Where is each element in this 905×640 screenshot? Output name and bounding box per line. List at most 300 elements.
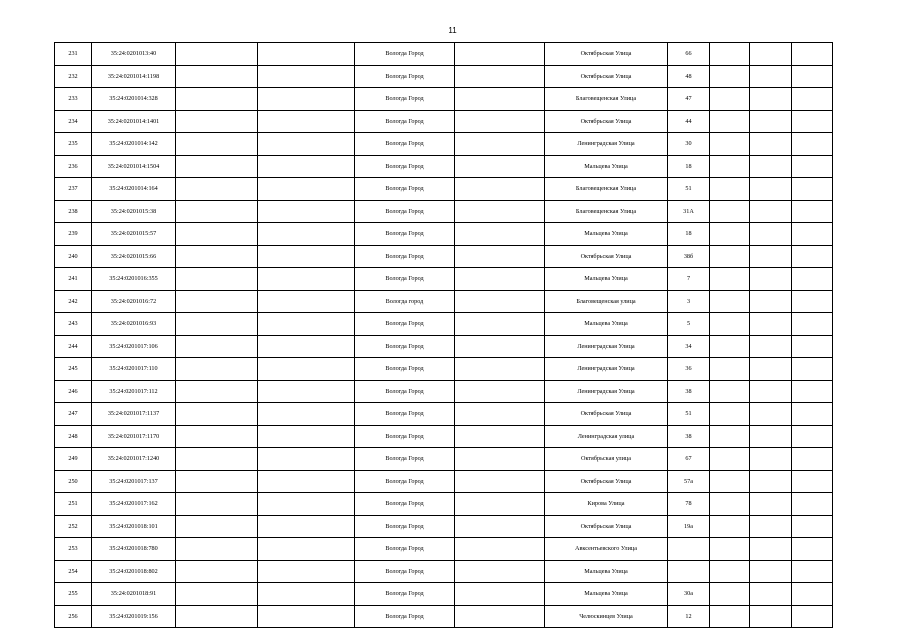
- street-cell: Ленинградская улица: [545, 425, 668, 448]
- empty-cell: [750, 403, 792, 426]
- empty-cell: [455, 538, 545, 561]
- empty-cell: [792, 65, 833, 88]
- street-cell: Октябрьская Улица: [545, 470, 668, 493]
- street-cell: Челюскинцев Улица: [545, 605, 668, 628]
- empty-cell: [176, 515, 258, 538]
- row-number-cell: 233: [55, 88, 92, 111]
- city-cell: Вологда Город: [355, 178, 455, 201]
- street-cell: Благовещенская улица: [545, 290, 668, 313]
- empty-cell: [258, 538, 355, 561]
- house-number-cell: 44: [668, 110, 710, 133]
- empty-cell: [792, 223, 833, 246]
- city-cell: Вологда Город: [355, 88, 455, 111]
- empty-cell: [750, 155, 792, 178]
- city-cell: Вологда Город: [355, 65, 455, 88]
- empty-cell: [176, 538, 258, 561]
- street-cell: Мальцева Улица: [545, 560, 668, 583]
- empty-cell: [258, 43, 355, 66]
- empty-cell: [710, 335, 750, 358]
- cadastral-number-cell: 35:24:0201015:66: [92, 245, 176, 268]
- empty-cell: [710, 110, 750, 133]
- empty-cell: [750, 335, 792, 358]
- row-number-cell: 231: [55, 43, 92, 66]
- city-cell: Вологда город: [355, 290, 455, 313]
- city-cell: Вологда Город: [355, 470, 455, 493]
- empty-cell: [176, 268, 258, 291]
- cadastral-number-cell: 35:24:0201014:1504: [92, 155, 176, 178]
- cadastral-number-cell: 35:24:0201017:137: [92, 470, 176, 493]
- cadastral-number-cell: 35:24:0201014:142: [92, 133, 176, 156]
- row-number-cell: 242: [55, 290, 92, 313]
- street-cell: Ленинградская Улица: [545, 133, 668, 156]
- empty-cell: [750, 493, 792, 516]
- cadastral-number-cell: 35:24:0201018:91: [92, 583, 176, 606]
- empty-cell: [792, 133, 833, 156]
- street-cell: Благовещенская Улица: [545, 200, 668, 223]
- empty-cell: [258, 403, 355, 426]
- cadastral-number-cell: 35:24:0201014:328: [92, 88, 176, 111]
- empty-cell: [176, 88, 258, 111]
- empty-cell: [176, 425, 258, 448]
- house-number-cell: 5: [668, 313, 710, 336]
- empty-cell: [792, 268, 833, 291]
- empty-cell: [455, 403, 545, 426]
- empty-cell: [455, 88, 545, 111]
- city-cell: Вологда Город: [355, 515, 455, 538]
- empty-cell: [750, 380, 792, 403]
- registry-body: [55, 43, 833, 628]
- empty-cell: [455, 313, 545, 336]
- empty-cell: [455, 605, 545, 628]
- empty-cell: [258, 515, 355, 538]
- empty-cell: [792, 155, 833, 178]
- empty-cell: [176, 178, 258, 201]
- empty-cell: [792, 448, 833, 471]
- street-cell: Октябрьская Улица: [545, 245, 668, 268]
- street-cell: Октябрьская Улица: [545, 110, 668, 133]
- house-number-cell: 31А: [668, 200, 710, 223]
- registry-table: [54, 42, 833, 628]
- city-cell: Вологда Город: [355, 493, 455, 516]
- house-number-cell: 38: [668, 425, 710, 448]
- cadastral-number-cell: 35:24:0201017:1137: [92, 403, 176, 426]
- cadastral-number-cell: 35:24:0201016:355: [92, 268, 176, 291]
- row-number-cell: 251: [55, 493, 92, 516]
- empty-cell: [176, 560, 258, 583]
- street-cell: Октябрьская улица: [545, 448, 668, 471]
- empty-cell: [258, 133, 355, 156]
- city-cell: Вологда Город: [355, 245, 455, 268]
- table-row: [55, 605, 833, 628]
- table-row: [55, 110, 833, 133]
- cadastral-number-cell: 35:24:0201017:1240: [92, 448, 176, 471]
- empty-cell: [455, 65, 545, 88]
- empty-cell: [176, 65, 258, 88]
- empty-cell: [176, 133, 258, 156]
- city-cell: Вологда Город: [355, 133, 455, 156]
- empty-cell: [710, 380, 750, 403]
- empty-cell: [176, 335, 258, 358]
- row-number-cell: 253: [55, 538, 92, 561]
- row-number-cell: 246: [55, 380, 92, 403]
- empty-cell: [710, 560, 750, 583]
- cadastral-number-cell: 35:24:0201017:1170: [92, 425, 176, 448]
- street-cell: Благовещенская Улица: [545, 178, 668, 201]
- cadastral-number-cell: 35:24:0201014:164: [92, 178, 176, 201]
- row-number-cell: 238: [55, 200, 92, 223]
- empty-cell: [792, 200, 833, 223]
- empty-cell: [710, 538, 750, 561]
- city-cell: Вологда Город: [355, 538, 455, 561]
- empty-cell: [176, 380, 258, 403]
- house-number-cell: 34: [668, 335, 710, 358]
- empty-cell: [455, 245, 545, 268]
- city-cell: Вологда Город: [355, 605, 455, 628]
- empty-cell: [750, 470, 792, 493]
- table-row: [55, 403, 833, 426]
- house-number-cell: 18: [668, 223, 710, 246]
- empty-cell: [750, 133, 792, 156]
- empty-cell: [710, 133, 750, 156]
- row-number-cell: 241: [55, 268, 92, 291]
- table-row: [55, 245, 833, 268]
- empty-cell: [792, 493, 833, 516]
- table-row: [55, 178, 833, 201]
- house-number-cell: 30: [668, 133, 710, 156]
- empty-cell: [176, 110, 258, 133]
- cadastral-number-cell: 35:24:0201016:72: [92, 290, 176, 313]
- street-cell: Ленинградская Улица: [545, 380, 668, 403]
- empty-cell: [258, 155, 355, 178]
- empty-cell: [455, 425, 545, 448]
- row-number-cell: 234: [55, 110, 92, 133]
- table-row: [55, 43, 833, 66]
- empty-cell: [792, 380, 833, 403]
- cadastral-number-cell: 35:24:0201018:101: [92, 515, 176, 538]
- empty-cell: [176, 155, 258, 178]
- empty-cell: [176, 470, 258, 493]
- row-number-cell: 245: [55, 358, 92, 381]
- empty-cell: [176, 605, 258, 628]
- house-number-cell: 7: [668, 268, 710, 291]
- empty-cell: [710, 178, 750, 201]
- empty-cell: [455, 110, 545, 133]
- row-number-cell: 249: [55, 448, 92, 471]
- empty-cell: [792, 425, 833, 448]
- empty-cell: [710, 290, 750, 313]
- house-number-cell: 18: [668, 155, 710, 178]
- empty-cell: [258, 223, 355, 246]
- empty-cell: [455, 448, 545, 471]
- table-row: [55, 380, 833, 403]
- empty-cell: [176, 403, 258, 426]
- empty-cell: [710, 470, 750, 493]
- empty-cell: [710, 65, 750, 88]
- table-row: [55, 470, 833, 493]
- empty-cell: [792, 538, 833, 561]
- empty-cell: [176, 313, 258, 336]
- house-number-cell: 38: [668, 380, 710, 403]
- empty-cell: [750, 583, 792, 606]
- street-cell: Ленинградская Улица: [545, 358, 668, 381]
- house-number-cell: 67: [668, 448, 710, 471]
- row-number-cell: 232: [55, 65, 92, 88]
- empty-cell: [792, 110, 833, 133]
- street-cell: Мальцева Улица: [545, 268, 668, 291]
- street-cell: Мальцева Улица: [545, 223, 668, 246]
- empty-cell: [176, 448, 258, 471]
- row-number-cell: 236: [55, 155, 92, 178]
- empty-cell: [258, 605, 355, 628]
- empty-cell: [710, 425, 750, 448]
- empty-cell: [750, 110, 792, 133]
- row-number-cell: 244: [55, 335, 92, 358]
- empty-cell: [750, 538, 792, 561]
- empty-cell: [258, 245, 355, 268]
- empty-cell: [710, 200, 750, 223]
- row-number-cell: 255: [55, 583, 92, 606]
- table-row: [55, 290, 833, 313]
- empty-cell: [710, 268, 750, 291]
- empty-cell: [792, 245, 833, 268]
- empty-cell: [176, 358, 258, 381]
- empty-cell: [710, 358, 750, 381]
- cadastral-number-cell: 35:24:0201015:57: [92, 223, 176, 246]
- house-number-cell: 19а: [668, 515, 710, 538]
- cadastral-number-cell: 35:24:0201015:38: [92, 200, 176, 223]
- empty-cell: [258, 88, 355, 111]
- cadastral-number-cell: 35:24:0201016:93: [92, 313, 176, 336]
- empty-cell: [455, 470, 545, 493]
- street-cell: Благовещенская Улица: [545, 88, 668, 111]
- table-row: [55, 268, 833, 291]
- empty-cell: [710, 223, 750, 246]
- house-number-cell: [668, 538, 710, 561]
- table-row: [55, 448, 833, 471]
- house-number-cell: 30а: [668, 583, 710, 606]
- house-number-cell: 3: [668, 290, 710, 313]
- street-cell: Мальцева Улица: [545, 583, 668, 606]
- empty-cell: [455, 133, 545, 156]
- empty-cell: [258, 380, 355, 403]
- city-cell: Вологда Город: [355, 43, 455, 66]
- row-number-cell: 248: [55, 425, 92, 448]
- row-number-cell: 252: [55, 515, 92, 538]
- empty-cell: [455, 155, 545, 178]
- house-number-cell: 66: [668, 43, 710, 66]
- cadastral-number-cell: 35:24:0201017:162: [92, 493, 176, 516]
- empty-cell: [750, 358, 792, 381]
- empty-cell: [258, 200, 355, 223]
- empty-cell: [750, 605, 792, 628]
- city-cell: Вологда Город: [355, 313, 455, 336]
- city-cell: Вологда Город: [355, 358, 455, 381]
- street-cell: Октябрьская Улица: [545, 403, 668, 426]
- empty-cell: [750, 313, 792, 336]
- house-number-cell: 51: [668, 403, 710, 426]
- table-row: [55, 313, 833, 336]
- empty-cell: [750, 425, 792, 448]
- empty-cell: [258, 335, 355, 358]
- empty-cell: [455, 560, 545, 583]
- empty-cell: [258, 110, 355, 133]
- row-number-cell: 247: [55, 403, 92, 426]
- empty-cell: [710, 448, 750, 471]
- empty-cell: [258, 425, 355, 448]
- empty-cell: [792, 335, 833, 358]
- empty-cell: [176, 200, 258, 223]
- empty-cell: [750, 268, 792, 291]
- house-number-cell: 78: [668, 493, 710, 516]
- house-number-cell: 36: [668, 358, 710, 381]
- street-cell: Авксентьевского Улица: [545, 538, 668, 561]
- street-cell: Октябрьская Улица: [545, 515, 668, 538]
- empty-cell: [455, 515, 545, 538]
- empty-cell: [792, 583, 833, 606]
- empty-cell: [455, 493, 545, 516]
- empty-cell: [710, 515, 750, 538]
- empty-cell: [792, 358, 833, 381]
- street-cell: Октябрьская Улица: [545, 43, 668, 66]
- table-row: [55, 133, 833, 156]
- empty-cell: [176, 43, 258, 66]
- city-cell: Вологда Город: [355, 425, 455, 448]
- house-number-cell: 47: [668, 88, 710, 111]
- table-row: [55, 358, 833, 381]
- empty-cell: [750, 88, 792, 111]
- empty-cell: [792, 43, 833, 66]
- empty-cell: [455, 290, 545, 313]
- city-cell: Вологда Город: [355, 380, 455, 403]
- empty-cell: [710, 43, 750, 66]
- cadastral-number-cell: 35:24:0201014:1401: [92, 110, 176, 133]
- city-cell: Вологда Город: [355, 223, 455, 246]
- empty-cell: [258, 313, 355, 336]
- house-number-cell: 12: [668, 605, 710, 628]
- cadastral-number-cell: 35:24:0201013:40: [92, 43, 176, 66]
- table-row: [55, 88, 833, 111]
- empty-cell: [258, 583, 355, 606]
- empty-cell: [792, 290, 833, 313]
- table-row: [55, 425, 833, 448]
- empty-cell: [792, 403, 833, 426]
- city-cell: Вологда Город: [355, 448, 455, 471]
- city-cell: Вологда Город: [355, 335, 455, 358]
- table-row: [55, 560, 833, 583]
- cadastral-number-cell: 35:24:0201018:780: [92, 538, 176, 561]
- empty-cell: [258, 448, 355, 471]
- empty-cell: [792, 470, 833, 493]
- row-number-cell: 256: [55, 605, 92, 628]
- empty-cell: [176, 290, 258, 313]
- empty-cell: [750, 515, 792, 538]
- empty-cell: [792, 560, 833, 583]
- table-row: [55, 65, 833, 88]
- empty-cell: [455, 268, 545, 291]
- row-number-cell: 237: [55, 178, 92, 201]
- empty-cell: [176, 245, 258, 268]
- row-number-cell: 235: [55, 133, 92, 156]
- empty-cell: [455, 358, 545, 381]
- empty-cell: [750, 65, 792, 88]
- empty-cell: [750, 560, 792, 583]
- table-row: [55, 155, 833, 178]
- row-number-cell: 239: [55, 223, 92, 246]
- table-row: [55, 583, 833, 606]
- empty-cell: [455, 223, 545, 246]
- empty-cell: [710, 403, 750, 426]
- city-cell: Вологда Город: [355, 110, 455, 133]
- house-number-cell: 38б: [668, 245, 710, 268]
- table-row: [55, 538, 833, 561]
- cadastral-number-cell: 35:24:0201017:106: [92, 335, 176, 358]
- street-cell: Мальцева Улица: [545, 313, 668, 336]
- empty-cell: [750, 223, 792, 246]
- cadastral-number-cell: 35:24:0201014:1198: [92, 65, 176, 88]
- house-number-cell: 57а: [668, 470, 710, 493]
- row-number-cell: 254: [55, 560, 92, 583]
- empty-cell: [455, 335, 545, 358]
- table-row: [55, 493, 833, 516]
- house-number-cell: [668, 560, 710, 583]
- empty-cell: [750, 448, 792, 471]
- empty-cell: [455, 583, 545, 606]
- empty-cell: [258, 290, 355, 313]
- empty-cell: [792, 178, 833, 201]
- row-number-cell: 240: [55, 245, 92, 268]
- empty-cell: [176, 493, 258, 516]
- city-cell: Вологда Город: [355, 155, 455, 178]
- empty-cell: [258, 65, 355, 88]
- empty-cell: [455, 178, 545, 201]
- empty-cell: [258, 268, 355, 291]
- street-cell: Мальцева Улица: [545, 155, 668, 178]
- city-cell: Вологда Город: [355, 560, 455, 583]
- empty-cell: [750, 245, 792, 268]
- empty-cell: [710, 88, 750, 111]
- empty-cell: [258, 358, 355, 381]
- empty-cell: [455, 380, 545, 403]
- table-row: [55, 200, 833, 223]
- empty-cell: [455, 200, 545, 223]
- empty-cell: [750, 200, 792, 223]
- city-cell: Вологда Город: [355, 200, 455, 223]
- cadastral-number-cell: 35:24:0201019:156: [92, 605, 176, 628]
- street-cell: Ленинградская Улица: [545, 335, 668, 358]
- empty-cell: [792, 313, 833, 336]
- empty-cell: [710, 583, 750, 606]
- empty-cell: [176, 583, 258, 606]
- page-number: 11: [448, 26, 457, 35]
- city-cell: Вологда Город: [355, 583, 455, 606]
- cadastral-number-cell: 35:24:0201017:112: [92, 380, 176, 403]
- empty-cell: [750, 290, 792, 313]
- empty-cell: [750, 43, 792, 66]
- empty-cell: [710, 245, 750, 268]
- table-row: [55, 335, 833, 358]
- empty-cell: [750, 178, 792, 201]
- empty-cell: [258, 178, 355, 201]
- street-cell: Октябрьская Улица: [545, 65, 668, 88]
- empty-cell: [792, 515, 833, 538]
- cadastral-number-cell: 35:24:0201017:110: [92, 358, 176, 381]
- row-number-cell: 250: [55, 470, 92, 493]
- city-cell: Вологда Город: [355, 268, 455, 291]
- empty-cell: [258, 560, 355, 583]
- empty-cell: [710, 493, 750, 516]
- house-number-cell: 48: [668, 65, 710, 88]
- empty-cell: [176, 223, 258, 246]
